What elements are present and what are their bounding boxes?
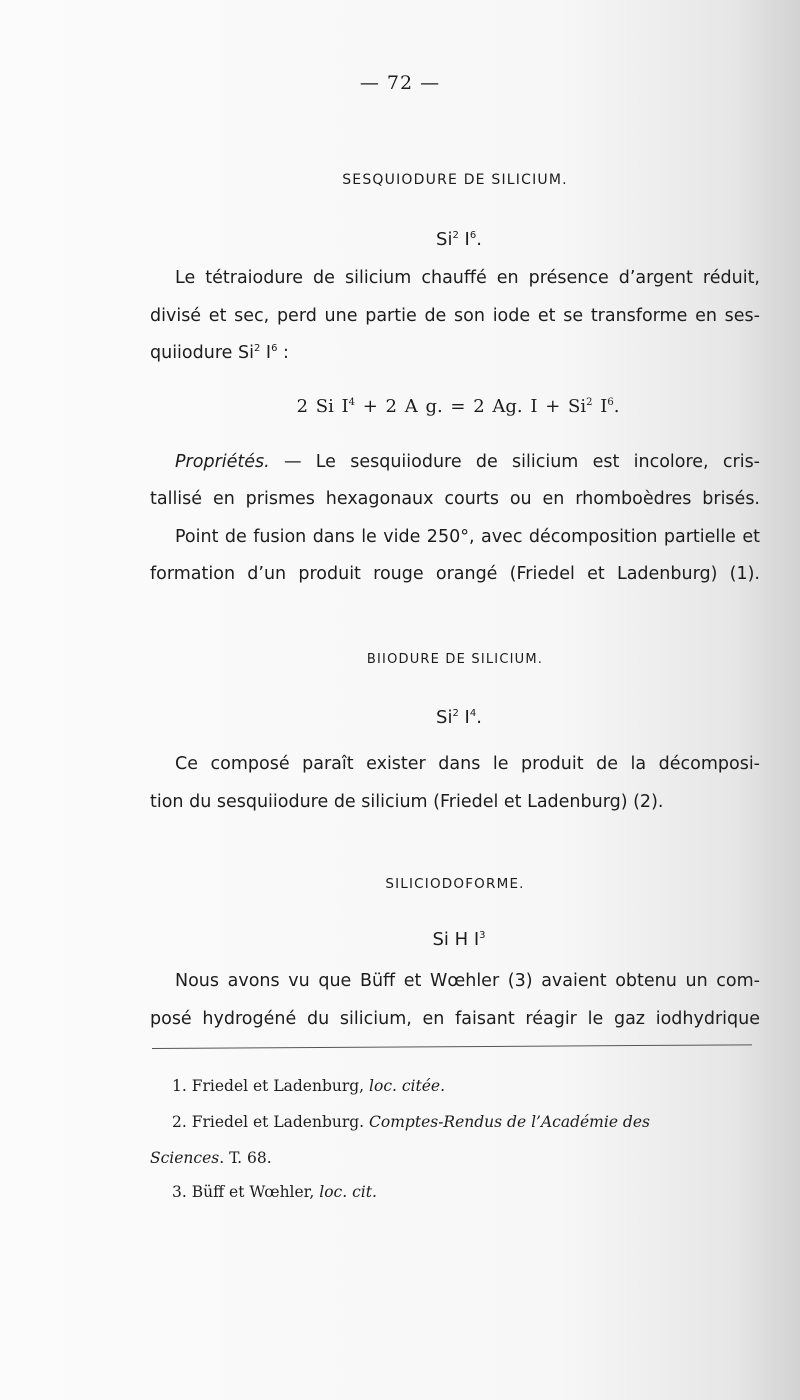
section-heading-siliciodoforme: SILICIODOFORME.: [385, 876, 525, 892]
equation-part: I: [592, 396, 608, 417]
text-part: :: [277, 343, 289, 363]
paragraph-line: Point de fusion dans le vide 250°, avec décomposition partielle et: [175, 527, 760, 547]
paragraph-line: formation d’un produit rouge orangé (Friedel et Ladenburg) (1).: [150, 564, 760, 584]
footnote-3: [172, 1183, 377, 1201]
formula-sup: 6: [469, 230, 477, 241]
formula-part: .: [476, 229, 482, 250]
formula-sup: 6: [271, 343, 278, 354]
paragraph-line: tallisé en prismes hexagonaux courts ou en rhomboèdres brisés.: [150, 489, 760, 509]
equation-part: .: [613, 396, 620, 417]
section-heading-biiodure: BIIODURE DE SILICIUM.: [366, 652, 544, 667]
footnote-divider: [152, 1044, 752, 1049]
paragraph-line: tion du sesquiiodure de silicium (Friedel et Ladenburg) (2).: [150, 792, 664, 812]
formula-sup: 2: [253, 343, 261, 354]
footnote-text: . T. 68.: [219, 1149, 272, 1167]
formula-part: Si: [436, 707, 453, 728]
footnote-text: Friedel et Ladenburg,: [186, 1077, 370, 1095]
text-part: I: [260, 343, 272, 363]
formula-sup: 2: [452, 708, 459, 719]
paragraph-line: [175, 452, 760, 472]
paragraph-line: posé hydrogéné du silicium, en faisant réagir le gaz iodhydrique: [150, 1009, 760, 1029]
footnote-number: 3.: [172, 1183, 187, 1201]
footnote-1: [172, 1077, 445, 1095]
text-part: — Le sesquiiodure de silicium est incolore, cris-: [269, 452, 760, 472]
footnote-2: [172, 1113, 650, 1131]
equation-sup: 6: [607, 397, 614, 408]
formula-si2-i6: [0, 229, 800, 250]
paragraph-line: divisé et sec, perd une partie de son iode et se transforme en ses-: [150, 306, 760, 326]
equation-sup: 4: [348, 397, 356, 408]
formula-part: .: [476, 707, 482, 728]
paragraph-line: Nous avons vu que Büff et Wœhler (3) avaient obtenu un com-: [175, 971, 760, 991]
footnote-citation: Sciences: [150, 1149, 220, 1167]
formula-si2-i4: [0, 707, 800, 728]
formula-part: I: [458, 707, 470, 728]
formula-sihi3: [0, 929, 800, 950]
footnote-number: 1.: [172, 1077, 187, 1095]
formula-part: Si H I: [432, 929, 480, 950]
equation-sup: 2: [586, 397, 593, 408]
page-number: — 72 —: [359, 72, 441, 94]
formula-part: I: [458, 229, 470, 250]
footnote-citation: Comptes-Rendus de l’Académie des: [369, 1113, 650, 1131]
footnote-citation: loc. cit.: [319, 1183, 377, 1201]
section-heading-sesquiodure: SESQUIODURE DE SILICIUM.: [342, 172, 568, 188]
text-part: quiiodure Si: [150, 343, 254, 363]
paragraph-line: Le tétraiodure de silicium chauffé en présence d’argent réduit,: [175, 268, 760, 288]
footnote-2-continued: [150, 1149, 272, 1167]
formula-sup: 4: [469, 708, 477, 719]
footnote-text: Friedel et Ladenburg.: [186, 1113, 370, 1131]
formula-sup: 2: [452, 230, 459, 241]
formula-part: Si: [436, 229, 453, 250]
paragraph-line: Ce composé paraît exister dans le produit de la décomposi-: [175, 754, 760, 774]
footnote-number: 2.: [172, 1113, 187, 1131]
equation-part: 2 Si I: [296, 396, 349, 417]
footnote-citation: loc. citée.: [369, 1077, 445, 1095]
formula-sup: 3: [479, 930, 486, 941]
equation-part: + 2 A g. = 2 Ag. I + Si: [355, 396, 587, 417]
chemical-equation: [0, 396, 800, 417]
properties-label: Propriétés.: [175, 452, 270, 472]
paragraph-line: [150, 343, 760, 363]
footnote-text: Büff et Wœhler,: [186, 1183, 320, 1201]
